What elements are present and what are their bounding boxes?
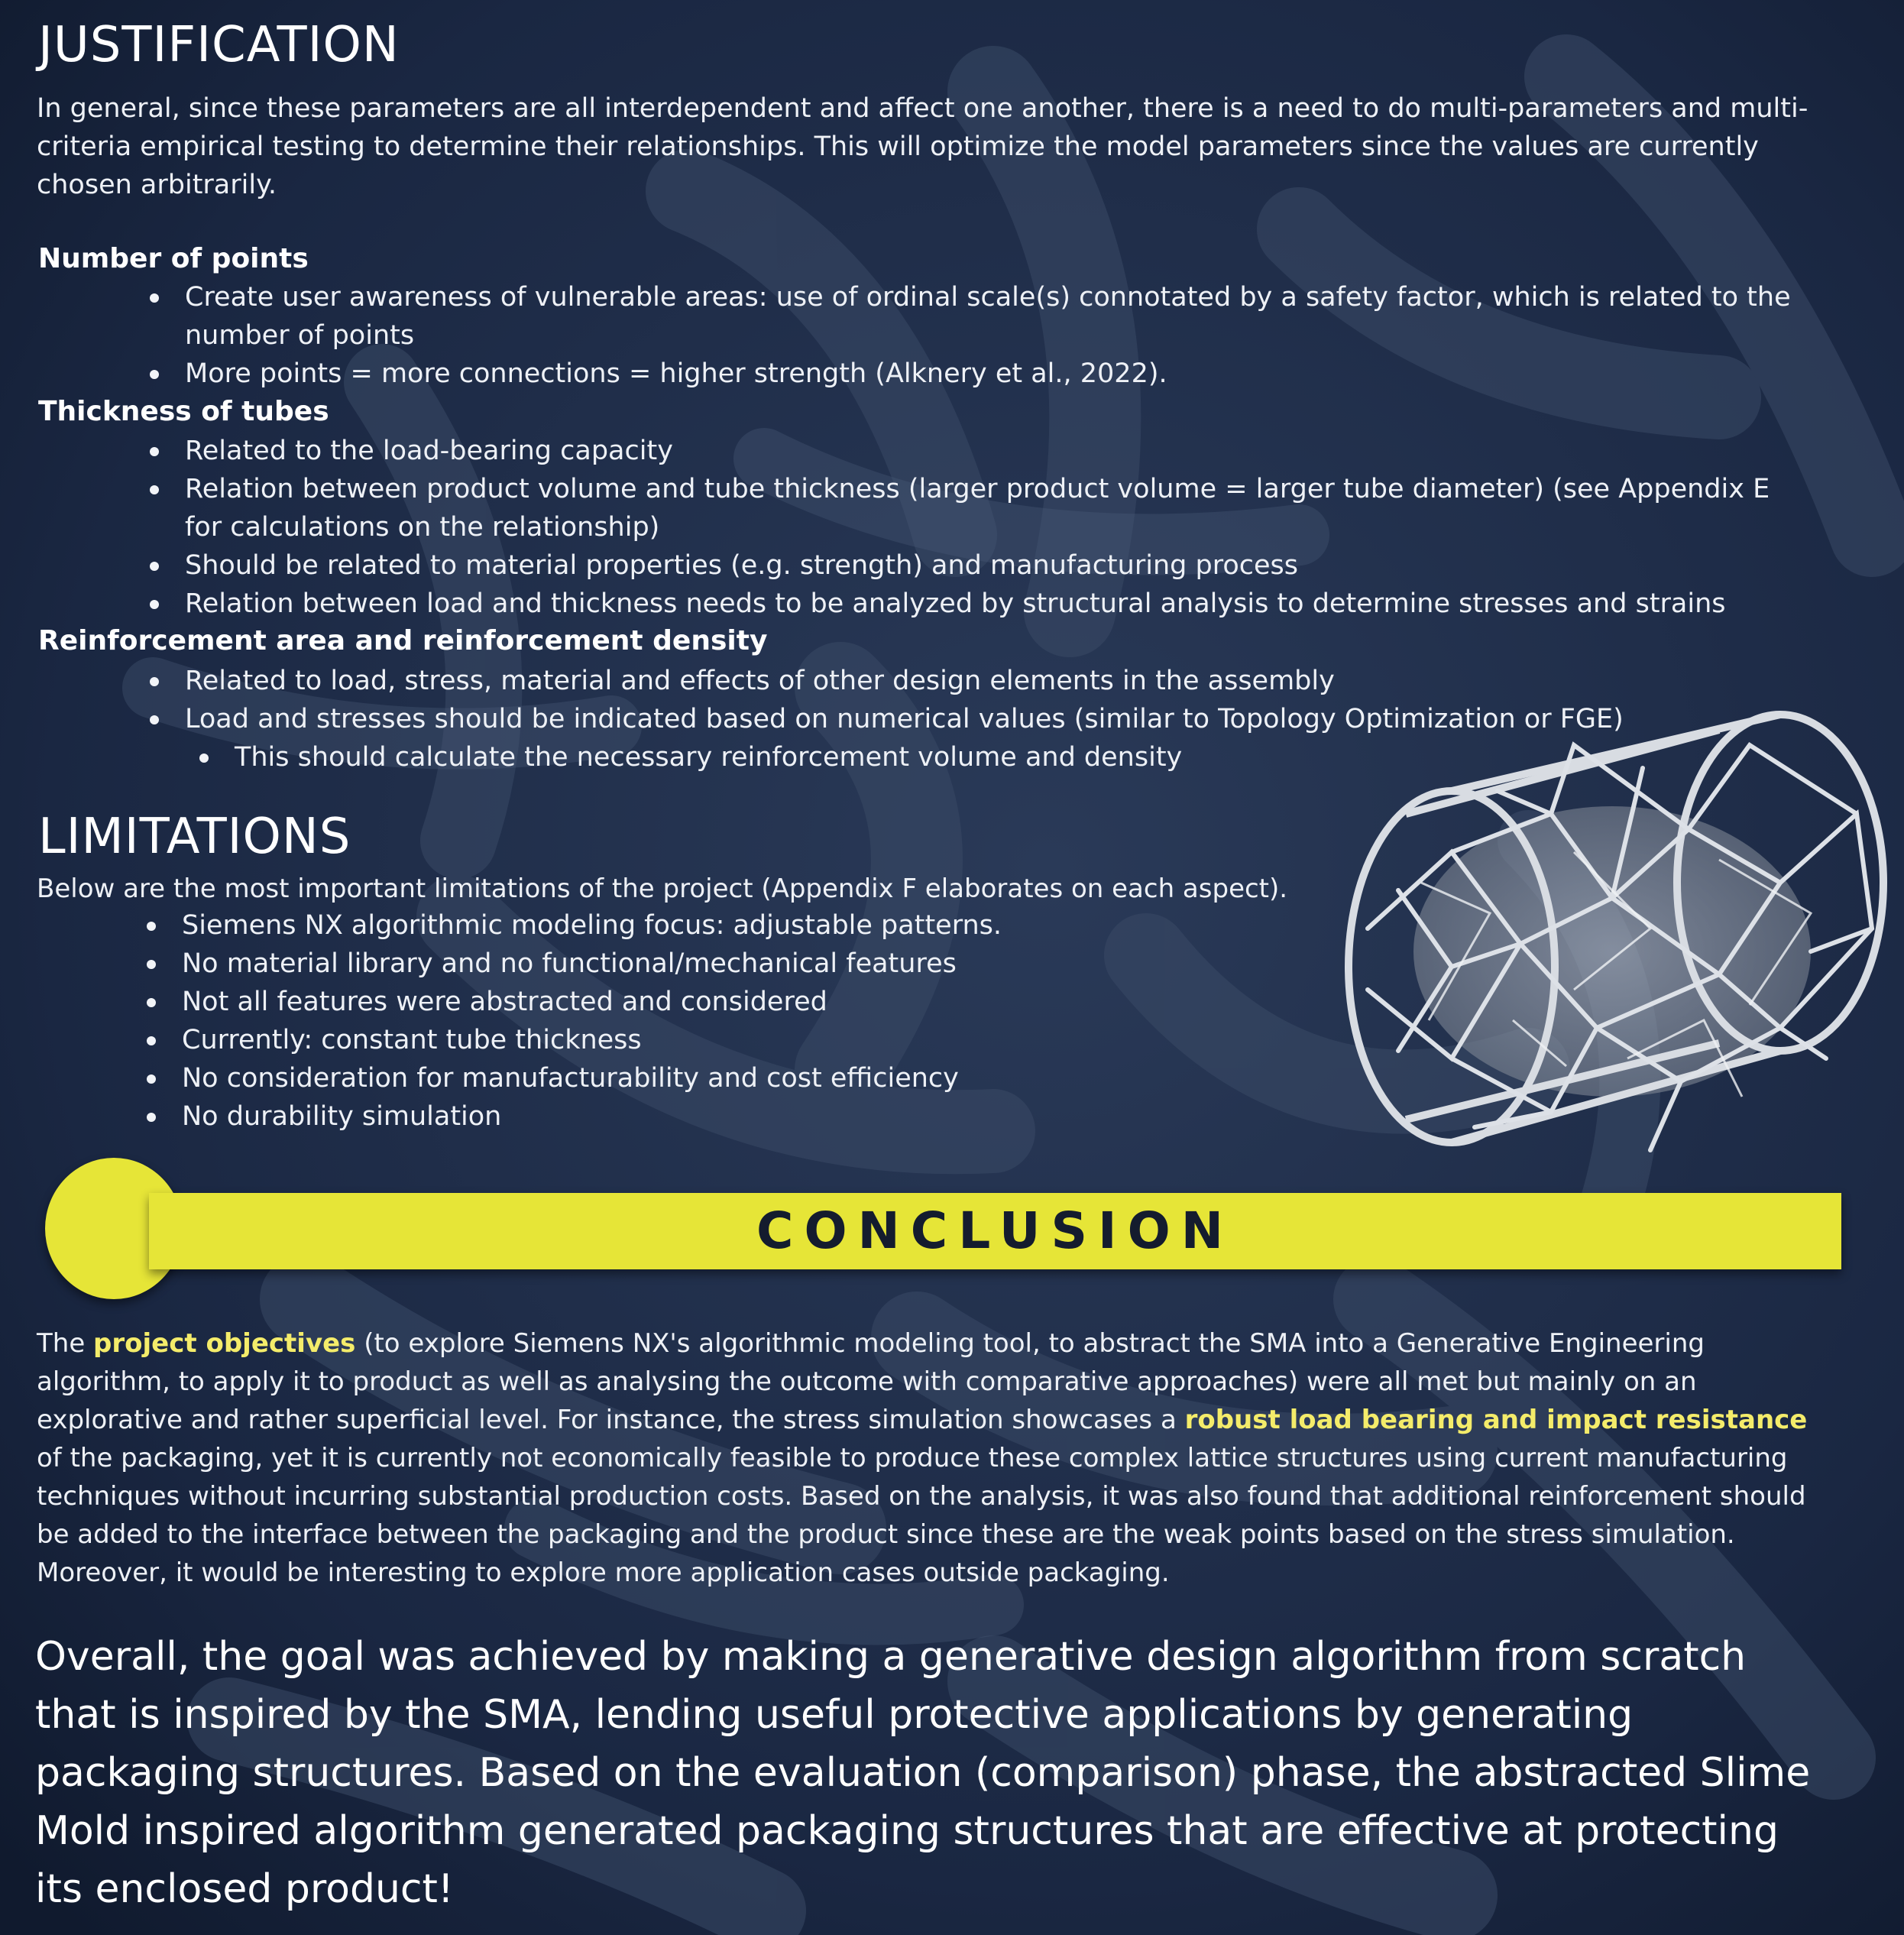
conclusion-banner [42,1158,1799,1303]
limitations-title: LIMITATIONS [38,809,351,865]
conclusion-text-a: The [37,1328,94,1359]
list-item: Not all features were abstracted and considered [182,983,1290,1021]
list-item: Related to load, stress, material and effects of other design elements in the assembly [185,662,1805,700]
list-item: Create user awareness of vulnerable areas: use of ordinal scale(s) connotated by a safety factor, which is related to the number of points [185,278,1797,355]
list-item: Currently: constant tube thickness [182,1021,1290,1059]
heading-thickness-of-tubes: Thickness of tubes [38,396,329,427]
limitations-intro: Below are the most important limitations of the project (Appendix F elaborates on each aspect). [37,874,1288,904]
list-item: Relation between load and thickness needs to be analyzed by structural analysis to determine stresses and strains [185,585,1805,623]
justification-intro: In general, since these parameters are all interdependent and affect one another, there is a need to do multi-parameters and multi-criteria empirical testing to determine their relationships. This will optimize the model parameters since the values are currently chosen arbitrarily. [37,93,1808,200]
list-item: No consideration for manufacturability and cost efficiency [182,1059,1290,1097]
list-item: No material library and no functional/mechanical features [182,945,1290,983]
list-item: Load and stresses should be indicated based on numerical values (similar to Topology Optimization or FGE) [185,700,1805,738]
list-item: Relation between product volume and tube thickness (larger product volume = larger tube diameter) (see Appendix E for calculations on the relationship) [185,470,1805,546]
list-item: Should be related to material properties (e.g. strength) and manufacturing process [185,546,1805,585]
list-item: Related to the load-bearing capacity [185,432,1805,470]
highlight-project-objectives: project objectives [93,1328,356,1359]
highlight-robust-load-bearing: robust load bearing and impact resistance [1184,1405,1808,1435]
conclusion-text-c: of the packaging, yet it is currently not economically feasible to produce these complex lattice structures using current manufacturing techniques without incurring substantial production costs. Based on the analysis, it was also found that additional reinforcement should be added to the interface between the packaging and the product since these are the weak points based on the stress simulation. Moreover, it would be interesting to explore more application cases outside packaging. [37,1443,1806,1588]
bullets-reinforcement [185,662,1805,776]
bullets-thickness-of-tubes [185,432,1805,623]
conclusion-paragraph [37,1324,1817,1592]
bullets-limitations [182,906,1290,1136]
list-item: Siemens NX algorithmic modeling focus: adjustable patterns. [182,906,1290,945]
heading-number-of-points: Number of points [38,243,309,274]
list-item: No durability simulation [182,1097,1290,1136]
bullets-number-of-points [185,278,1797,393]
conclusion-title: CONCLUSION [756,1201,1234,1260]
justification-title: JUSTIFICATION [38,17,400,73]
list-item: More points = more connections = higher strength (Alknery et al., 2022). [185,355,1797,393]
list-item: This should calculate the necessary reinforcement volume and density [235,738,1805,776]
overall-summary: Overall, the goal was achieved by making a generative design algorithm from scratch that is inspired by the SMA, lending useful protective applications by generating packaging structures. Based on the evaluation (comparison) phase, the abstracted Slime Mold inspired algorithm generated packaging structures that are effective at protecting its enclosed product! [35,1634,1811,1912]
heading-reinforcement: Reinforcement area and reinforcement density [38,625,768,656]
conclusion-text-b: (to explore Siemens NX's algorithmic modeling tool, to abstract the SMA into a Generative Engineering algorithm, to apply it to product as well as analysing the outcome with comparative approaches) were all met but mainly on an explorative and rather superficial level. For instance, the stress simulation showcases a [37,1328,1705,1435]
